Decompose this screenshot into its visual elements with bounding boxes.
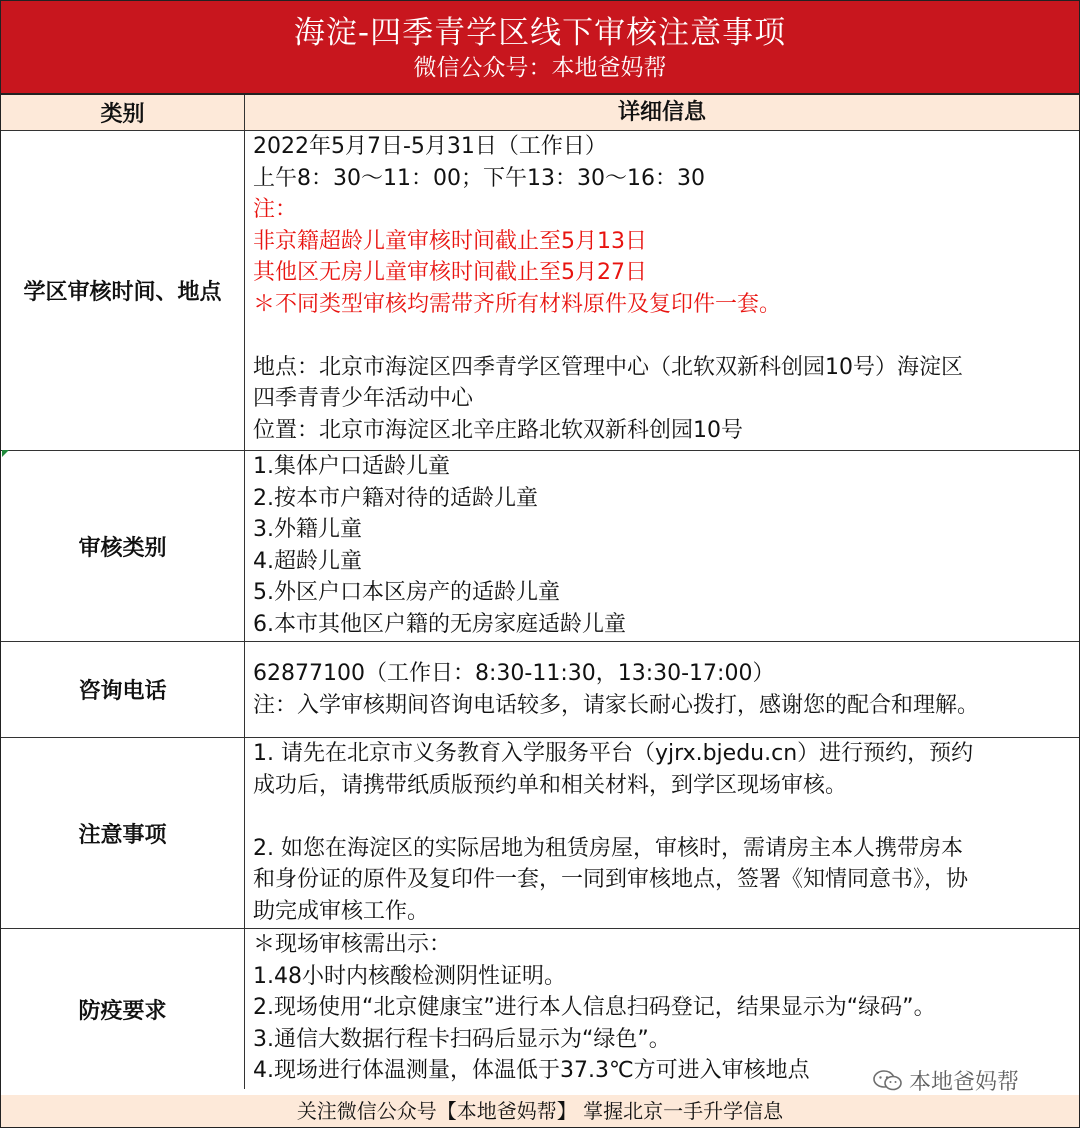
detail-line: ＊现场审核需出示： xyxy=(253,932,452,957)
detail-line: 1.48小时内核酸检测阴性证明。 xyxy=(253,963,566,989)
position-line: 位置：北京市海淀区北辛庄路北软双新科创园10号 xyxy=(253,417,743,443)
row-detail xyxy=(245,451,1079,641)
list-item: 5.外区户口本区房产的适龄儿童 xyxy=(253,580,560,605)
note-deadline-line: 非京籍超龄儿童审核时间截止至5月13日 xyxy=(253,228,647,254)
detail-line: 和身份证的原件及复印件一套，一同到审核地点，签署《知情同意书》，协 xyxy=(253,867,969,892)
info-table xyxy=(1,95,1079,1089)
row-category: 防疫要求 xyxy=(1,929,245,1089)
sheet-subtitle: 微信公众号：本地爸妈帮 xyxy=(413,55,667,81)
column-header-detail: 详细信息 xyxy=(245,95,1079,130)
watermark xyxy=(873,1065,1019,1096)
table-row-notes xyxy=(1,738,1079,929)
detail-line: 3.通信大数据行程卡扫码后显示为“绿色”。 xyxy=(253,1026,671,1052)
row-detail xyxy=(245,738,1079,928)
list-item: 3.外籍儿童 xyxy=(253,517,362,542)
row-category: 学区审核时间、地点 xyxy=(1,131,245,450)
note-materials-line: ＊不同类型审核均需带齐所有材料原件及复印件一套。 xyxy=(253,291,782,317)
table-row-audit-types xyxy=(1,451,1079,642)
detail-line: 4.现场进行体温测量，体温低于37.3℃方可进入审核地点 xyxy=(253,1058,810,1083)
list-item: 2.按本市户籍对待的适龄儿童 xyxy=(253,485,538,511)
detail-line: 成功后，请携带纸质版预约单和相关材料，到学区现场审核。 xyxy=(253,772,848,798)
note-label: 注： xyxy=(253,197,298,222)
table-row-phone xyxy=(1,642,1079,738)
detail-line: 2.现场使用“北京健康宝”进行本人信息扫码登记，结果显示为“绿码”。 xyxy=(253,995,936,1020)
sheet-title: 海淀-四季青学区线下审核注意事项 xyxy=(293,15,787,51)
cell-comment-marker xyxy=(2,450,9,457)
location-line: 地点：北京市海淀区四季青学区管理中心（北软双新科创园10号）海淀区 xyxy=(253,354,963,380)
list-item: 4.超龄儿童 xyxy=(253,548,362,574)
row-category: 咨询电话 xyxy=(1,642,245,737)
spacer xyxy=(253,801,1079,833)
row-detail xyxy=(245,131,1079,450)
table-header-row xyxy=(1,95,1079,131)
row-category: 注意事项 xyxy=(1,738,245,928)
note-deadline-line: 其他区无房儿童审核时间截止至5月27日 xyxy=(253,260,647,285)
spacer xyxy=(253,320,1079,352)
phone-note-line: 注：入学审核期间咨询电话较多，请家长耐心拨打，感谢您的配合和理解。 xyxy=(253,692,980,718)
list-item: 1.集体户口适龄儿童 xyxy=(253,454,450,479)
detail-line: 1. 请先在北京市义务教育入学服务平台（yjrx.bjedu.cn）进行预约，预约 xyxy=(253,741,974,766)
detail-line: 上午8：30～11：00；下午13：30～16：30 xyxy=(253,165,705,191)
detail-line: 助完成审核工作。 xyxy=(253,898,430,924)
row-category: 审核类别 xyxy=(1,451,245,641)
list-item: 6.本市其他区户籍的无房家庭适龄儿童 xyxy=(253,611,626,637)
phone-line: 62877100（工作日：8:30-11:30，13:30-17:00） xyxy=(253,661,775,686)
detail-line: 2022年5月7日-5月31日（工作日） xyxy=(253,134,607,159)
sheet-footer: 关注微信公众号【本地爸妈帮】 掌握北京一手升学信息 xyxy=(1,1095,1079,1127)
row-detail xyxy=(245,642,1079,737)
location-line: 四季青青少年活动中心 xyxy=(253,386,474,411)
wechat-icon xyxy=(873,1070,903,1092)
watermark-text: 本地爸妈帮 xyxy=(909,1070,1020,1095)
sheet-header xyxy=(1,1,1079,95)
detail-line: 2. 如您在海淀区的实际居地为租赁房屋，审核时，需请房主本人携带房本 xyxy=(253,835,963,861)
column-header-category: 类别 xyxy=(1,95,245,130)
table-row-time-location xyxy=(1,131,1079,451)
